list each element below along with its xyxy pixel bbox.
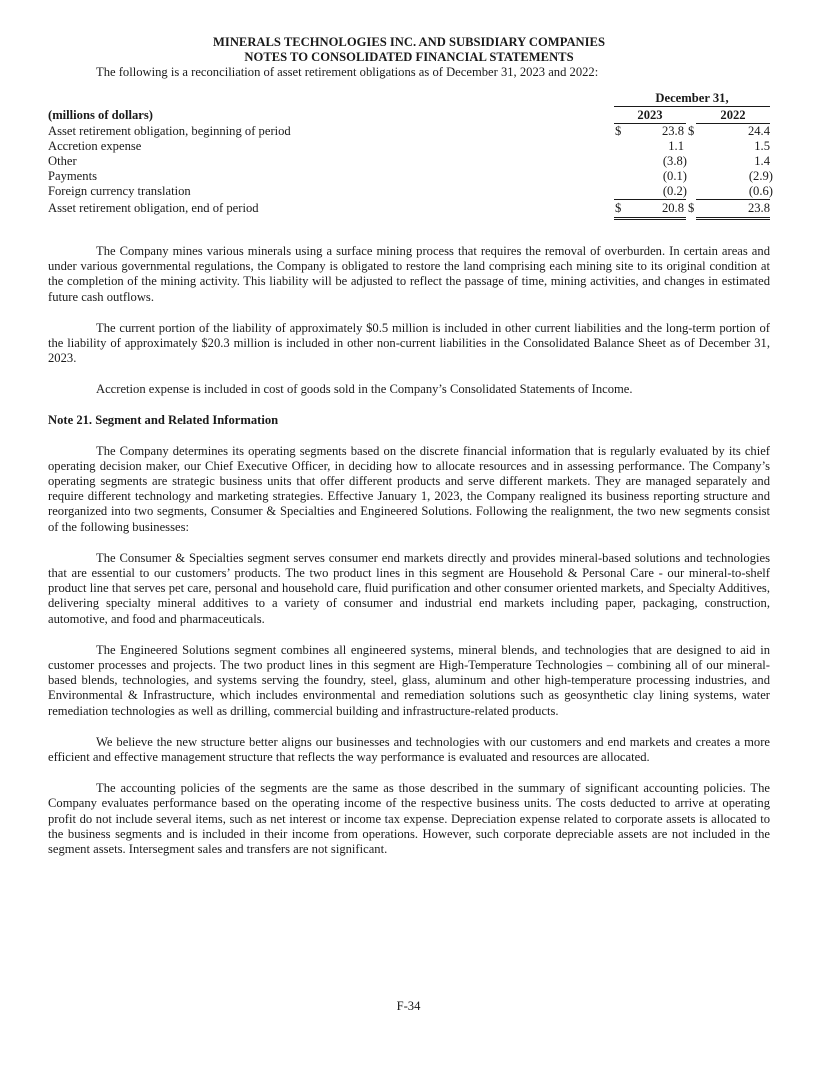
table-row (48, 139, 770, 154)
value-2022: (2.9) (748, 169, 773, 183)
value-2022: 24.4 (747, 124, 770, 138)
paragraph-accretion-expense: Accretion expense is included in cost of goods sold in the Company’s Consolidated Statements of Income. (96, 382, 633, 397)
paragraph-accounting-policies: The accounting policies of the segments are the same as those described in the summary of significant accounting policies. The Company evaluates performance based on the operating income of the respective business units. The costs deducted to arrive at operating profit do not include several items, such as net interest or income tax expense. Depreciation expense related to corporate assets is allocated to the business segments and is included in their income from operations. However, such corporate depreciable assets are not included in the segment assets. Intersegment sales and transfers are not significant. (48, 781, 770, 857)
table-header-row (48, 108, 770, 123)
dollar-sign: $ (615, 124, 622, 138)
document-page (48, 35, 773, 857)
units-label: (millions of dollars) (48, 108, 153, 122)
table-row (48, 124, 770, 139)
row-label: Payments (48, 169, 97, 183)
total-double-rule-2023 (614, 217, 686, 220)
row-label: Other (48, 154, 77, 168)
dollar-sign: $ (615, 201, 622, 215)
paragraph-operating-segments: The Company determines its operating segments based on the discrete financial information that is regularly evaluated by its chief operating decision maker, our Chief Executive Officer, in deciding how to allocate resources and in assessing performance. The Company’s operating segments are strategic business units that offer different products and serve different markets. They are managed separately and require different technology and marketing strategies. Effective January 1, 2023, the Company realigned its business reporting structure and reorganized into two segments, Consumer & Specialties and Engineered Solutions. Following the realignment, the two new segments consist of the following businesses: (48, 443, 770, 534)
company-name: MINERALS TECHNOLOGIES INC. AND SUBSIDIARY COMPANIES (213, 35, 605, 49)
subtotal-rule-2022 (696, 199, 770, 200)
table-row (48, 154, 770, 169)
statement-title: NOTES TO CONSOLIDATED FINANCIAL STATEMENTS (244, 49, 574, 64)
dollar-sign: $ (688, 201, 695, 215)
value-2023: 1.1 (668, 139, 684, 153)
dollar-sign: $ (688, 124, 695, 138)
paragraph-mining-restoration: The Company mines various minerals using a surface mining process that requires the removal of overburden. In certain areas and under various governmental regulations, the Company is obligated to restore the land comprising each mining site to its original condition at the completion of the mining activity. This liability will be adjusted to reflect the passage of time, mining activities, and changes in estimated future cash outflows. (48, 244, 770, 304)
paragraph-liability-portions: The current portion of the liability of approximately $0.5 million is included in other current liabilities and the long-term portion of the liability of approximately $20.3 million is included in other non-current liabilities in the Consolidated Balance Sheet as of December 31, 2023. (48, 320, 770, 366)
column-2022: 2022 (720, 108, 746, 122)
table-row (48, 184, 773, 199)
aro-reconciliation-table (48, 91, 773, 235)
value-2023: (0.1) (662, 169, 687, 183)
value-2023: 20.8 (661, 201, 684, 215)
period-header: December 31, (655, 91, 729, 105)
paragraph-engineered-solutions: The Engineered Solutions segment combines all engineered systems, mineral blends, and technologies that are designed to aid in customer processes and projects. The two product lines in this segment are High-Temperature Technologies – combining all of our mineral-based blends, technologies, and systems serving the foundry, steel, glass, aluminum and other high-temperature processing industries, and Environmental & Infrastructure, which includes environmental and remediation solutions such as geosynthetic clay lining systems, water remediation technologies as well as drilling, commercial building and infrastructure-related products. (48, 642, 770, 718)
value-2022: 23.8 (747, 201, 770, 215)
value-2022: 1.4 (754, 154, 770, 168)
table-row (48, 169, 773, 184)
total-double-rule-2022 (696, 217, 770, 220)
paragraph-consumer-specialties: The Consumer & Specialties segment serves consumer end markets directly and provides mineral-based solutions and technologies that are essential to our customers’ products. The two product lines in this segment are Household & Personal Care - our mineral-to-shelf product line that serves pet care, personal and household care, fluid purification and other consumer oriented markets, and Specialty Additives, delivering specialty mineral additives to a variety of consumer and industrial end markets including paper, packaging, construction, automotive, and food and pharmaceuticals. (48, 550, 770, 626)
value-2023: (0.2) (662, 184, 687, 198)
row-label: Accretion expense (48, 139, 142, 153)
value-2023: 23.8 (661, 124, 684, 138)
value-2023: (3.8) (662, 154, 687, 168)
row-label: Asset retirement obligation, end of period (48, 201, 259, 215)
note-21-heading: Note 21. Segment and Related Information (48, 412, 279, 427)
row-label: Asset retirement obligation, beginning of period (48, 124, 291, 138)
column-2023: 2023 (637, 108, 663, 122)
page-number: F-34 (396, 999, 421, 1013)
subtotal-rule-2023 (614, 199, 686, 200)
value-2022: 1.5 (754, 139, 770, 153)
reconciliation-intro: The following is a reconciliation of asset retirement obligations as of December 31, 2023 and 2022: (96, 65, 599, 79)
row-label: Foreign currency translation (48, 184, 191, 198)
value-2022: (0.6) (748, 184, 773, 198)
paragraph-new-structure: We believe the new structure better aligns our businesses and technologies with our customers and end markets and creates a more efficient and effective management structure that reflects the way performance is evaluated and resources are allocated. (48, 734, 770, 765)
period-header-rule (614, 106, 770, 107)
table-row-total (48, 201, 770, 216)
